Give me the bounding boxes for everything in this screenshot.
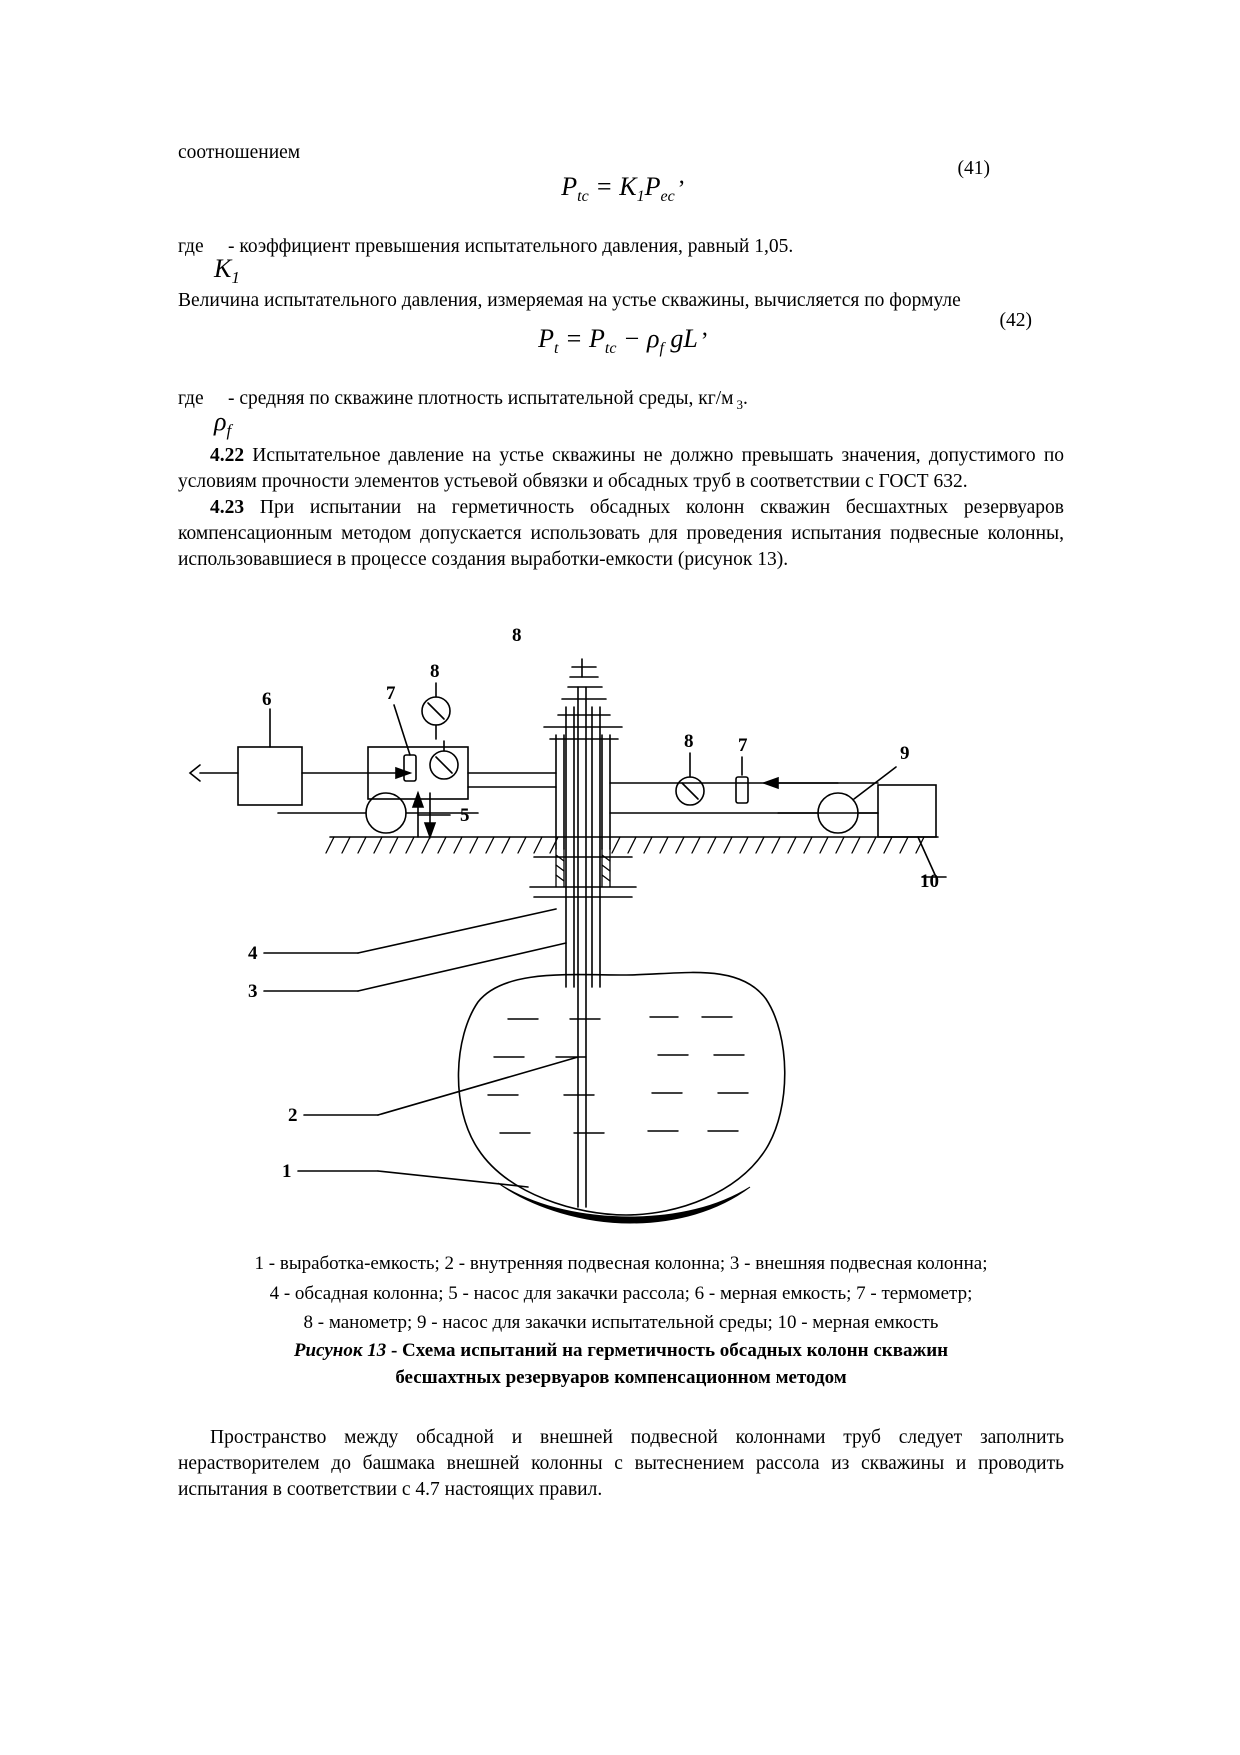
figure-label-9: 9 (900, 742, 910, 764)
formula-42 (538, 314, 708, 358)
symbol-rho-sub: f (226, 421, 232, 441)
where-text-41: - коэффициент превышения испытательного давления, равный 1,05. (228, 235, 794, 257)
clause-4-22-number: 4.22 (210, 445, 245, 467)
figure-legend-line-3: 8 - манометр; 9 - насос для закачки испытательной среды; 10 - мерная емкость (303, 1312, 939, 1334)
where-text-42-sup: 3 (736, 396, 743, 412)
figure-label-7-left: 7 (386, 682, 396, 704)
formula-41-p-left-sub: tc (577, 188, 589, 206)
clause-4-23-text: При испытании на герметичность обсадных колонн скважин бесшахтных резервуаров компенсационным методом допускается использовать для проведения испытания подвесные колонны, использовавшиеся в процессе создания выработки-емкости (рисунок 13). (178, 497, 1065, 570)
clause-4-22-text: Испытательное давление на устье скважины не должно превышать значения, допустимого по условиям прочности элементов устьевой обвязки и обсадных труб в соответствии с ГОСТ 632. (178, 445, 1064, 493)
where-clause-42 (178, 386, 1064, 439)
symbol-k1-base: K (214, 253, 232, 283)
figure-label-6: 6 (262, 688, 272, 710)
formula-41 (561, 162, 685, 206)
formula-42-rho: ρ (646, 323, 660, 353)
paragraph-measurement: Величина испытательного давления, измеряемая на устье скважины, вычисляется по формуле (178, 290, 961, 312)
formula-41-p-right-sub: ec (660, 188, 675, 206)
formula-42-p-sub: t (554, 340, 559, 358)
figure-label-3: 3 (248, 980, 258, 1002)
figure-legend-line-1: 1 - выработка-емкость; 2 - внутренняя подвесная колонна; 3 - внешняя подвесная колонна; (254, 1252, 988, 1274)
symbol-k1 (214, 253, 1064, 288)
figure-title-main: - Схема испытаний на герметичность обсадных колонн скважин (390, 1339, 949, 1361)
formula-42-comma: , (701, 314, 708, 341)
figure-label-2: 2 (288, 1104, 298, 1126)
formula-42-minus: − (622, 323, 641, 353)
where-clause-41 (178, 234, 1064, 286)
symbol-rho-f (214, 409, 1064, 439)
formula-41-p-left: P (561, 171, 578, 201)
formula-41-row (178, 157, 1064, 232)
formula-41-comma: , (678, 162, 685, 189)
where-lead-41: где (178, 235, 204, 257)
formula-42-ptc-sub: tc (604, 340, 617, 358)
closing-paragraph: Пространство между обсадной и внешней подвесной колоннами труб следует заполнить нерастворителем до башмака внешней колонны с вытеснением рассола из скважины и проводить испытания в соответствии с 4.7 настоящих правил. (178, 1427, 1064, 1500)
equation-number-42: (42) (999, 309, 1032, 331)
clause-4-22 (178, 443, 1064, 495)
formula-42-rho-sub: f (659, 340, 664, 358)
figure-label-5: 5 (460, 804, 470, 826)
figure-label-8-right: 8 (684, 730, 694, 752)
figure-label-7-right: 7 (738, 734, 748, 756)
formula-41-p-right: P (644, 171, 661, 201)
symbol-k1-sub: 1 (231, 268, 240, 288)
figure-13-drawing (178, 587, 1064, 1247)
formula-42-ptc: P (589, 323, 605, 353)
figure-13 (178, 587, 1064, 1247)
figure-title (178, 1338, 1064, 1364)
figure-legend-line-2: 4 - обсадная колонна; 5 - насос для закачки рассола; 6 - мерная емкость; 7 - термометр; (269, 1282, 973, 1304)
figure-label-1: 1 (282, 1160, 292, 1182)
where-lead-42: где (178, 387, 204, 409)
clause-4-23-number: 4.23 (210, 497, 245, 519)
figure-label-8-top: 8 (430, 660, 440, 682)
formula-42-gl: gL (670, 323, 698, 353)
formula-42-row (178, 309, 1064, 384)
formula-42-p: P (538, 323, 554, 353)
figure-label-8-topmost: 8 (512, 624, 522, 646)
formula-42-eq: = (564, 323, 583, 353)
figure-title-prefix: Рисунок 13 (293, 1339, 387, 1361)
figure-label-10: 10 (920, 870, 939, 892)
formula-41-k-sub: 1 (636, 188, 645, 206)
clause-4-23 (178, 495, 1064, 573)
where-text-42-dot: . (742, 387, 748, 409)
formula-41-k: K (619, 171, 637, 201)
page-content (178, 140, 1064, 1503)
where-text-42: - средняя по скважине плотность испытательной среды, кг/м (228, 387, 734, 409)
formula-41-eq: = (595, 171, 613, 201)
intro-line: соотношением (178, 142, 301, 163)
figure-title-second-line: бесшахтных резервуаров компенсационном методом (395, 1367, 847, 1389)
symbol-rho-base: ρ (214, 407, 227, 437)
equation-number-41: (41) (957, 157, 990, 179)
figure-label-4: 4 (248, 942, 258, 964)
